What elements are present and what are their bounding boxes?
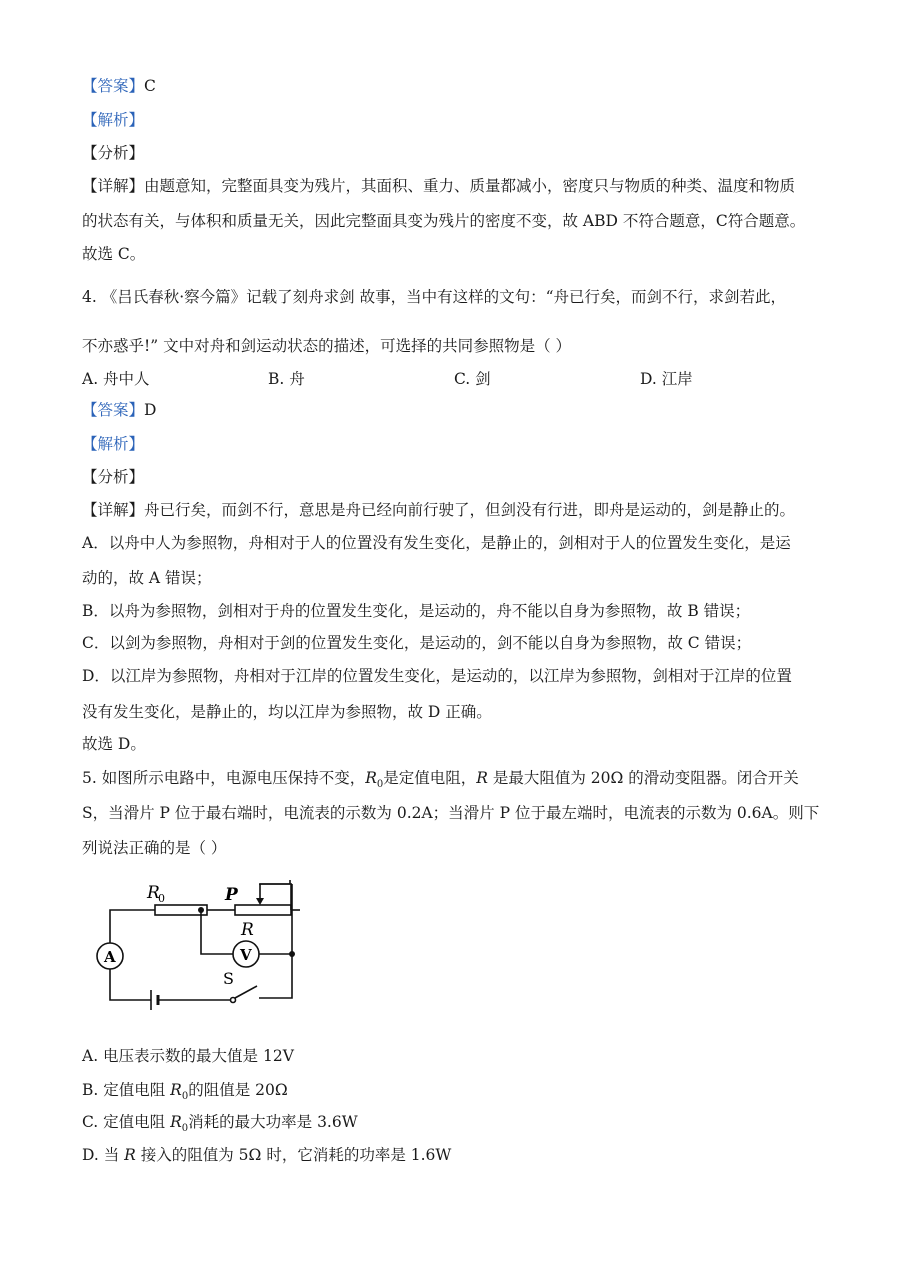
q4-detail-line: D．以江岸为参照物，舟相对于江岸的位置发生变化，是运动的，以江岸为参照物，剑相对于江岸的位置 — [82, 667, 792, 685]
symbol-r: R — [476, 769, 488, 787]
answer-tag: 【答案】 — [82, 401, 145, 419]
q5-stem-line: S，当滑片 P 位于最右端时，电流表的示数为 0.2A；当滑片 P 位于最左端时，电流表的示数为 0.6A。则下 — [82, 804, 820, 822]
label-r0: R — [147, 883, 160, 903]
q3-answer-line — [82, 76, 156, 96]
symbol-r0: R — [170, 1113, 182, 1131]
analysis-tag: 【解析】 — [82, 111, 145, 129]
resistor-r — [235, 905, 291, 915]
stem-text: 是定值电阻， — [383, 769, 477, 787]
answer-value: D — [144, 401, 157, 419]
q5-stem-line: 列说法正确的是（ ） — [82, 839, 227, 857]
switch-contact — [231, 998, 236, 1003]
q4-answer-line — [82, 400, 156, 420]
q3-detail-line: 的状态有关，与体积和质量无关，因此完整面具变为残片的密度不变，故 ABD 不符合题意，C符合题意。 — [82, 212, 806, 230]
answer-value: C — [144, 77, 156, 95]
option-text: 消耗的最大功率是 3.6W — [188, 1113, 358, 1131]
q4-detail-line: A．以舟中人为参照物，舟相对于人的位置没有发生变化，是静止的，剑相对于人的位置发生变化，是运 — [82, 534, 791, 552]
label-switch: S — [223, 969, 234, 988]
label-voltmeter: V — [240, 946, 252, 964]
q4-detail-line: 动的，故 A 错误； — [82, 569, 212, 587]
q4-option-d: D. 江岸 — [640, 370, 693, 388]
answer-tag: 【答案】 — [82, 77, 145, 95]
switch-blade — [235, 986, 257, 998]
q4-detail-line: 故选 D。 — [82, 735, 146, 753]
q4-option-a: A. 舟中人 — [82, 370, 150, 388]
option-text: C. 定值电阻 — [82, 1113, 171, 1131]
circuit-diagram — [95, 876, 310, 1011]
q5-option-a: A. 电压表示数的最大值是 12V — [82, 1047, 294, 1065]
q5-stem-line — [82, 768, 799, 795]
label-r0-sub: 0 — [158, 892, 165, 905]
q4-option-b: B. 舟 — [268, 370, 305, 388]
label-p: P — [225, 885, 238, 905]
q5-option-c — [82, 1112, 358, 1139]
wire — [259, 884, 292, 998]
stem-text: 是最大阻值为 20Ω 的滑动变阻器。闭合开关 — [487, 769, 799, 787]
q4-stem-line: 不亦惑乎!” 文中对舟和剑运动状态的描述，可选择的共同参照物是（ ） — [82, 337, 572, 355]
option-text: B. 定值电阻 — [82, 1081, 171, 1099]
symbol-r0: R — [365, 769, 377, 787]
q4-detail-line: 【详解】舟已行矣，而剑不行，意思是舟已经向前行驶了，但剑没有行进，即舟是运动的，剑是静止的。 — [82, 501, 796, 519]
symbol-subscript: 0 — [181, 1123, 189, 1135]
q5-option-d — [82, 1145, 451, 1165]
analysis-tag: 【解析】 — [82, 435, 145, 453]
symbol-subscript: 0 — [376, 779, 384, 791]
label-r: R — [241, 920, 254, 940]
option-text: 的阻值是 20Ω — [188, 1081, 288, 1099]
q4-option-c: C. 剑 — [454, 370, 491, 388]
wire — [201, 910, 233, 954]
slider-arrow — [256, 898, 264, 905]
junction-dot — [289, 951, 295, 957]
q4-stem-line: 4. 《吕氏春秋·察今篇》记载了刻舟求剑 故事，当中有这样的文句：“舟已行矣，而剑不行，求剑若此， — [82, 288, 786, 306]
fenxi-tag: 【分析】 — [82, 468, 145, 486]
wire — [110, 910, 155, 943]
wire — [110, 969, 151, 1000]
option-text: D. 当 — [82, 1146, 125, 1164]
q4-detail-line: 没有发生变化，是静止的，均以江岸为参照物，故 D 正确。 — [82, 703, 492, 721]
stem-text: 5. 如图所示电路中，电源电压保持不变， — [82, 769, 366, 787]
label-ammeter: A — [104, 948, 116, 966]
junction-dot — [198, 907, 204, 913]
q3-detail-line: 故选 C。 — [82, 245, 146, 263]
symbol-r: R — [124, 1146, 136, 1164]
q4-detail-line: C．以剑为参照物，舟相对于剑的位置发生变化，是运动的，剑不能以自身为参照物，故 C 错误； — [82, 634, 752, 652]
q3-detail-line: 【详解】由题意知，完整面具变为残片，其面积、重力、质量都减小，密度只与物质的种类、温度和物质 — [82, 177, 796, 195]
option-text: 接入的阻值为 5Ω 时，它消耗的功率是 1.6W — [135, 1146, 452, 1164]
symbol-r0: R — [170, 1081, 182, 1099]
fenxi-tag: 【分析】 — [82, 144, 145, 162]
q5-option-b — [82, 1080, 288, 1107]
symbol-subscript: 0 — [181, 1091, 189, 1103]
q4-detail-line: B．以舟为参照物，剑相对于舟的位置发生变化，是运动的，舟不能以自身为参照物，故 B 错误； — [82, 602, 751, 620]
